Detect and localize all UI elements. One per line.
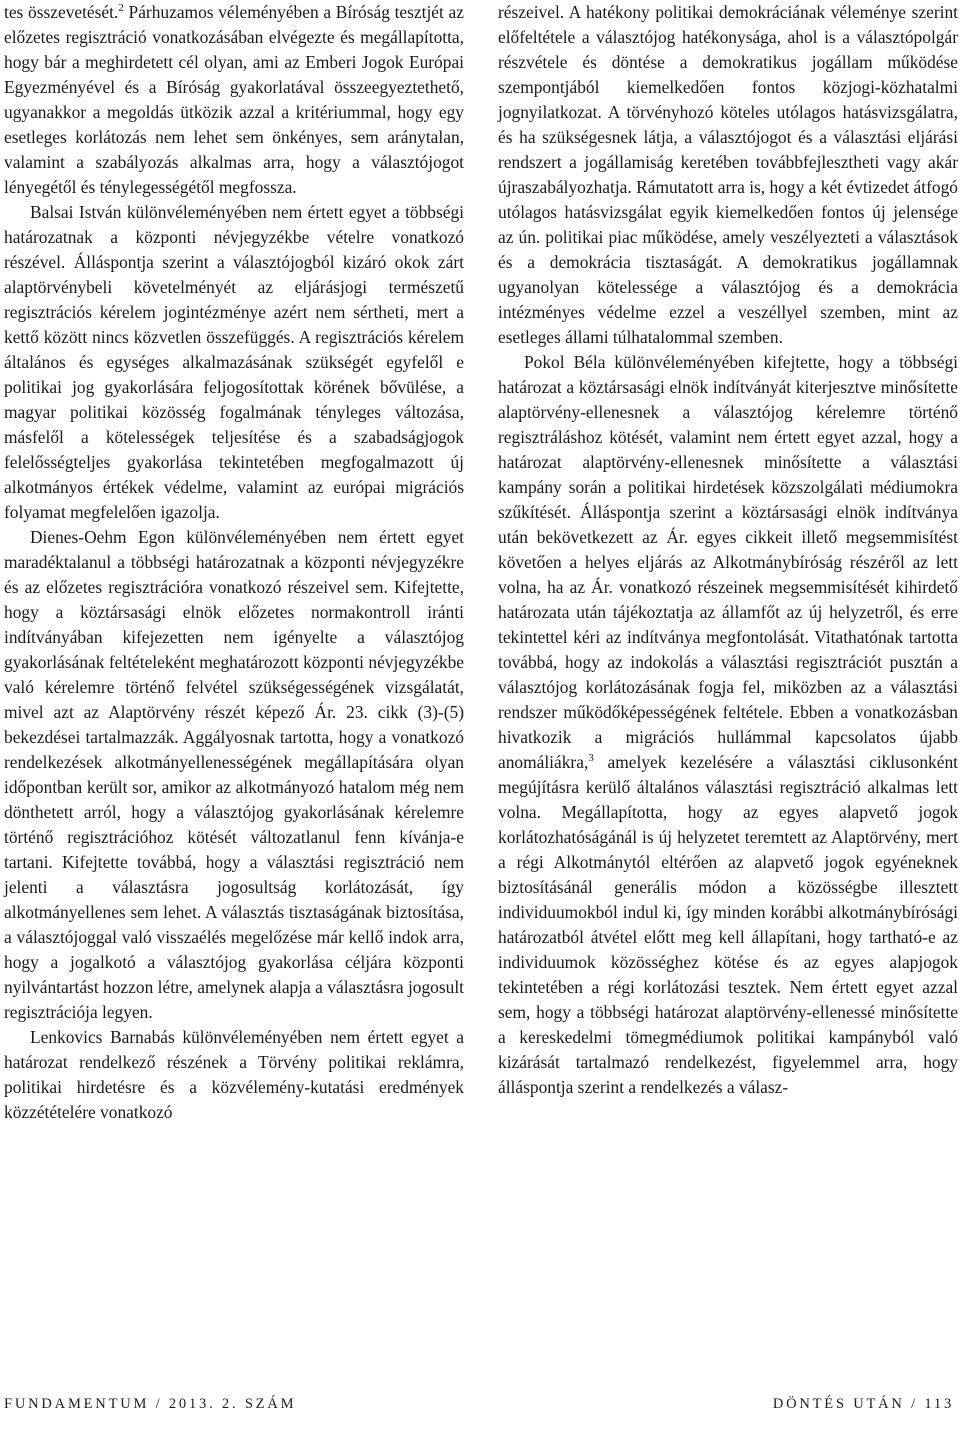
- paragraph-continuation: részeivel. A hatékony politikai demokráciának véleménye szerint előfeltétele a választójog hatékonysága, ahol is a választópolgár részvétele és döntése a demokratikus jogállam működése szempontjából kiemelkedően fontos közjogi-közhatalmi jognyilatkozat. A törvényhozó köteles utólagos hatásvizsgálatra, és ha szükségesnek látja, a választójogot és a választási eljárási rendszert a jogállamiság keretében továbbfejlesztheti vagy akár újraszabályozhatja. Rámutatott arra is, hogy a két évtizedet átfogó utólagos hatásvizsgálat egyik kiemelkedően fontos új jelensége az ún. politikai piac működése, amely veszélyezteti a választások és a demokrácia tisztaságát. A demokratikus jogállamnak ugyanolyan kötelessége a választójog és a demokrácia intézményes védelme ezzel a veszéllyel szemben, mint az esetleges állami túlhatalommal szemben.: [498, 2, 958, 347]
- paragraph-pokol: [498, 350, 958, 1100]
- paragraph-text: amelyek kezelésére a választási ciklusonként megújításra kerülő általános választási regisztráció alkalmas lett volna. Megállapította, hogy az egyes alapvető jogok korlátozhatóságánál is új helyzetet teremtett az Alaptörvény, mert a régi Alkotmánytól eltérően az alapvető jogok egyéneknek biztosításánál generális módon a közösségbe illesztett individuumokból indul ki, így minden korábbi alkotmánybírósági határozatból átvétel előtt meg kell állapítani, hogy tartható-e az individuumok közösséghez kötése és az egyes alapjogok tekintetében a régi korlátozási tesztek. Nem értett egyet azzal sem, hogy a többségi határozat alaptörvény-ellenessé minősítette a kereskedelmi tömegmédiumok politikai kampányból való kizárását tartalmazó rendelkezést, figyelemmel arra, hogy álláspontja szerint a rendelkezés a válasz-: [498, 752, 958, 1097]
- left-column: [4, 0, 464, 1125]
- footnote-ref[interactable]: 2: [118, 2, 124, 15]
- journal-issue: FUNDAMENTUM / 2013. 2. SZÁM: [4, 1396, 297, 1412]
- section-page-number: DÖNTÉS UTÁN / 113: [772, 1396, 954, 1412]
- paragraph-text: Pokol Béla különvéleményében kifejtette, hogy a többségi határozat a köztársasági elnök indítványát kiterjesztve minősítette alaptörvény-ellenesnek a választójog kérelemre történő regisztráláshoz kötését, valamint nem értett egyet azzal, hogy a határozat alaptörvény-ellenesnek minősítette a választási kampány során a politikai hirdetések közszolgálati médiumokra szűkítését. Álláspontja szerint a köztársasági elnök indítványa után bekövetkezett az Ár. egyes cikkeit illető megsemmisítést követően a helyes eljárás az Alkotmánybíróság részéről az lett volna, ha az Ár. vonatkozó részeinek megsemmisítését kihirdető határozata után tájékoztatja az államfőt az új helyzetről, és erre tekintettel kéri az indítványa megfontolását. Vitathatónak tartotta továbbá, hogy az indokolás a választási regisztrációt pusztán a választójog korlátozásának fogja fel, miközben az a választási rendszer működőképességének feltétele. Ebben a vonatkozásban hivatkozik a migrációs hullámmal kapcsolatos újabb anomáliákra,: [498, 352, 958, 772]
- paragraph-balsai: Balsai István különvéleményében nem értett egyet a többségi határozatnak a központi névjegyzékbe vételre vonatkozó részével. Álláspontja szerint a választójogból kizáró okok zárt alaptörvénybeli követelményét az eljárásjogi természetű regisztrációs kérelem jogintézménye azért nem sértheti, mert a kettő között nincs közvetlen összefüggés. A regisztrációs kérelem általános és egységes alkalmazásának szükségét egyfelől e politikai jog gyakorlására feljogosítottak körének bővülése, a magyar politikai közösség fogalmának tényleges változása, másfelől a kötelességek teljesítése és a szabadságjogok felelősségteljes gyakorlása tekintetében megfogalmazott új alkotmányos értékek védelme, valamint az európai migrációs folyamat megfelelően igazolja.: [4, 202, 464, 522]
- paragraph-continuation: [4, 0, 464, 200]
- footnote-ref[interactable]: 3: [588, 752, 594, 765]
- paragraph-dienes-oehm: Dienes-Oehm Egon különvéleményében nem értett egyet maradéktalanul a többségi határozatnak a központi névjegyzékre és az előzetes regisztrációra vonatkozó részeivel sem. Kifejtette, hogy a köztársasági elnök előzetes normakontroll iránti indítványában kifejezetten nem igényelte a választójog gyakorlásának feltételeként meghatározott központi névjegyzékbe való kérelemre történő felvétel szükségességének vizsgálatát, mivel azt az Alaptörvény részét képező Ár. 23. cikk (3)-(5) bekezdései tartalmazzák. Aggályosnak tartotta, hogy a vonatkozó rendelkezések alkotmányellenességének megállapítására olyan időpontban került sor, amikor az alkotmányozó hatalom még nem dönthetett arról, hogy a választójog gyakorlásának kérelemre történő regisztrációhoz kötését változatlanul fenn kívánja-e tartani. Kifejtette továbbá, hogy a választási regisztráció nem jelenti a választásra jogosultság korlátozását, így alkotmányellenes sem lehet. A választás tisztaságának biztosítása, a választójoggal való visszaélés megelőzése már kellő indok arra, hogy a jogalkotó a választójog gyakorlása céljára központi nyilvántartást hozzon létre, amelynek alapja a választásra jogosult regisztrációja legyen.: [4, 527, 464, 1022]
- page-footer: [4, 1396, 954, 1426]
- paragraph-lenkovics: Lenkovics Barnabás különvéleményében nem értett egyet a határozat rendelkező részének a Törvény politikai reklámra, politikai hirdetésre és a közvélemény-kutatási eredmények közzétételére vonatkozó: [4, 1027, 464, 1122]
- paragraph-text: tes összevetését.: [4, 2, 119, 22]
- right-column: [498, 0, 958, 1100]
- paragraph-text: Párhuzamos véleményében a Bíróság tesztjét az előzetes regisztráció vonatkozásában elvégezte és megállapította, hogy bár a meghirdetett cél olyan, ami az Emberi Jogok Európai Egyezményével és a Bíróság gyakorlatával összeegyeztethető, ugyanakkor a megoldás ütközik azzal a kritériummal, hogy egy esetleges korlátozás nem lehet sem önkényes, sem aránytalan, valamint a szabályozás alkalmas arra, hogy a választójogot lényegétől és ténylegességétől megfossza.: [4, 2, 464, 197]
